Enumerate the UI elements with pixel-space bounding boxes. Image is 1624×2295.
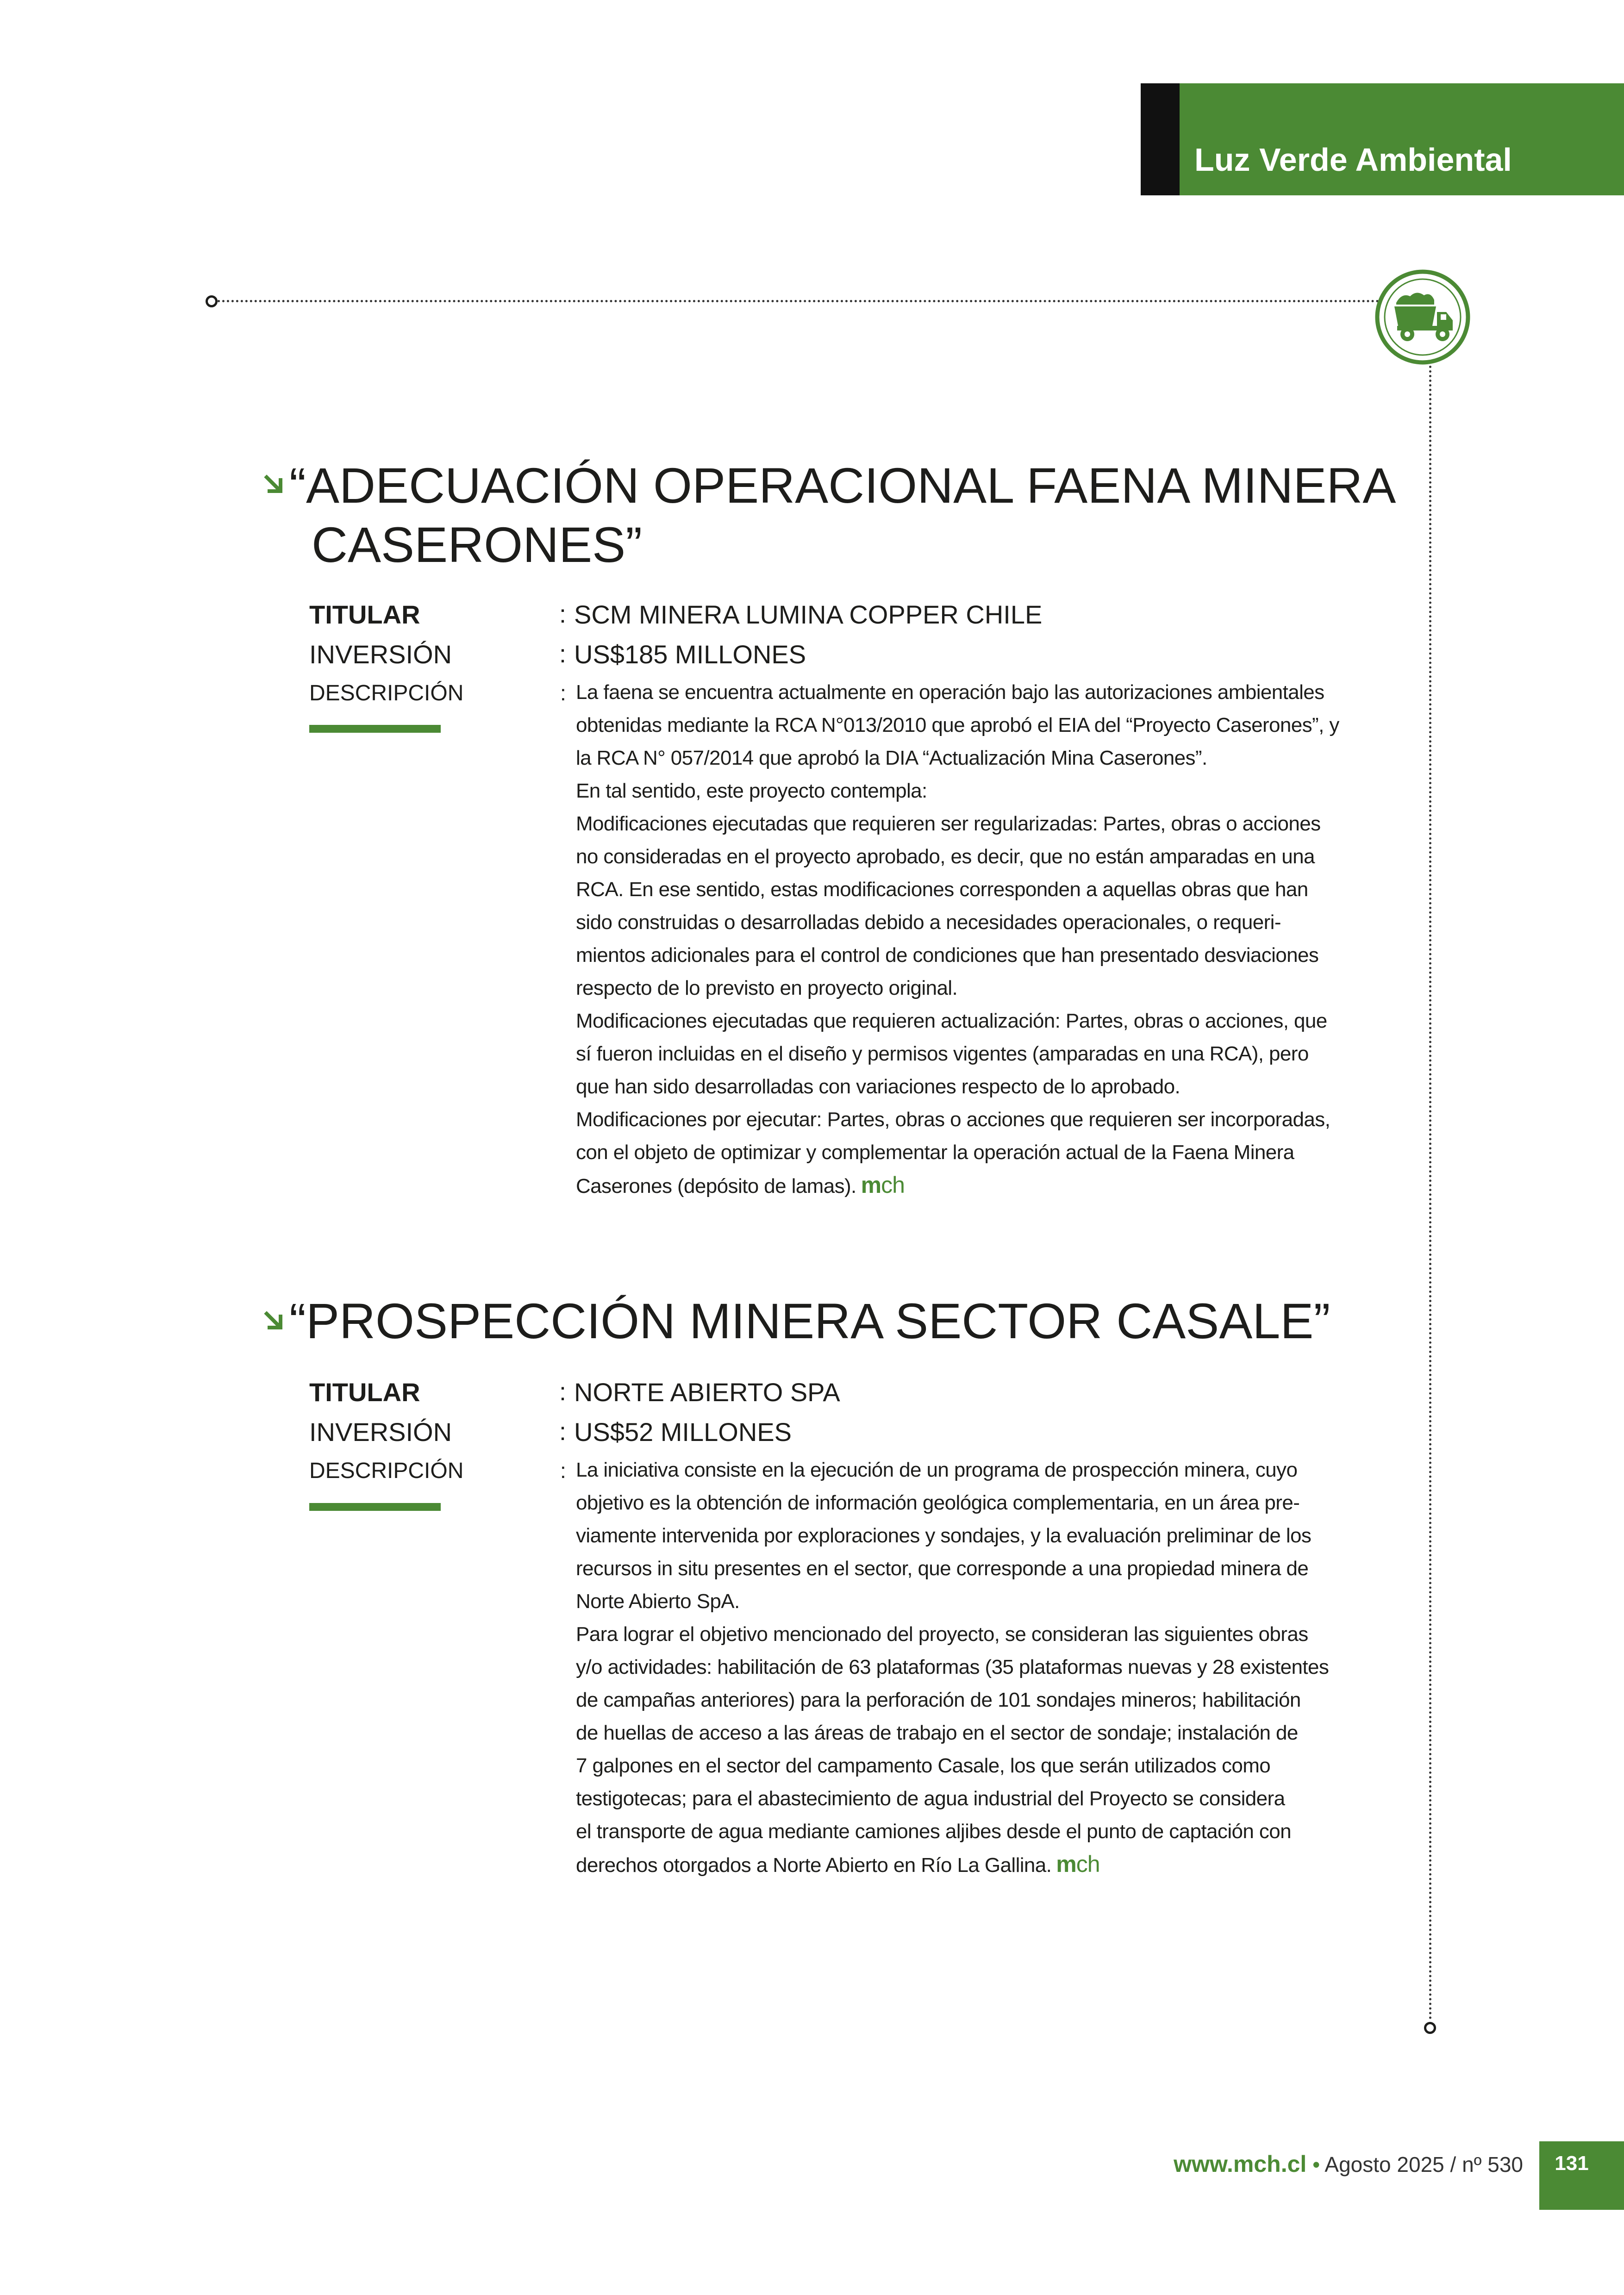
- inversion-label: INVERSIÓN: [309, 640, 452, 669]
- footer-edition: Agosto 2025 / nº 530: [1324, 2152, 1523, 2177]
- description-line: Norte Abierto SpA.: [576, 1590, 740, 1613]
- description-last-line: [576, 1848, 1329, 1881]
- titular-label: TITULAR: [309, 1378, 420, 1407]
- colon: :: [560, 681, 566, 705]
- description-line: que han sido desarrolladas con variaciones respecto de lo aprobado.: [576, 1075, 1181, 1098]
- description-line: Caserones (depósito de lamas).: [576, 1175, 856, 1197]
- mch-end-mark: [861, 1172, 905, 1198]
- description-line: Modificaciones por ejecutar: Partes, obras o acciones que requieren ser incorporadas,: [576, 1108, 1330, 1131]
- description-line: con el objeto de optimizar y complementar la operación actual de la Faena Minera: [576, 1141, 1294, 1164]
- project-title: [289, 1291, 1330, 1351]
- titular-label: TITULAR: [309, 600, 420, 629]
- mch-mark-m: m: [1056, 1851, 1076, 1877]
- inversion-value: US$52 MILLONES: [574, 1417, 792, 1447]
- footer-url[interactable]: www.mch.cl: [1174, 2151, 1307, 2177]
- mining-truck-icon: [1374, 268, 1471, 366]
- description-line: la RCA N° 057/2014 que aprobó la DIA “Actualización Mina Caserones”.: [576, 747, 1207, 769]
- description-line: sido construidas o desarrolladas debido a necesidades operacionales, o requeri-: [576, 911, 1281, 934]
- description-line: testigotecas; para el abastecimiento de agua industrial del Proyecto se considera: [576, 1787, 1285, 1810]
- description-line: de huellas de acceso a las áreas de trabajo en el sector de sondaje; instalación de: [576, 1721, 1298, 1744]
- page-number: 131: [1555, 2152, 1589, 2175]
- guide-start-ring: [206, 295, 218, 307]
- titular-value: SCM MINERA LUMINA COPPER CHILE: [574, 600, 1043, 629]
- footer-separator: •: [1312, 2152, 1320, 2177]
- inversion-value: US$185 MILLONES: [574, 640, 806, 669]
- project-description: [576, 1453, 1329, 1881]
- arrow-down-right-icon: [264, 1311, 285, 1332]
- descripcion-label: DESCRIPCIÓN: [309, 1459, 464, 1483]
- description-line: de campañas anteriores) para la perforación de 101 sondajes mineros; habilitación: [576, 1689, 1301, 1711]
- description-line: 7 galpones en el sector del campamento Casale, los que serán utilizados como: [576, 1754, 1271, 1777]
- description-last-line: [576, 1169, 1339, 1202]
- description-line: La iniciativa consiste en la ejecución de un programa de prospección minera, cuyo: [576, 1459, 1298, 1481]
- mch-mark-ch: ch: [1076, 1851, 1100, 1877]
- colon: :: [559, 1378, 567, 1406]
- description-line: viamente intervenida por exploraciones y sondajes, y la evaluación preliminar de los: [576, 1524, 1312, 1547]
- description-line: Modificaciones ejecutadas que requieren actualización: Partes, obras o acciones, que: [576, 1010, 1327, 1032]
- description-line: mientos adicionales para el control de condiciones que han presentado desviaciones: [576, 944, 1319, 967]
- description-line: y/o actividades: habilitación de 63 plataformas (35 plataformas nuevas y 28 existentes: [576, 1656, 1329, 1678]
- colon: :: [559, 1418, 567, 1446]
- label-underline: [309, 725, 441, 733]
- description-line: Modificaciones ejecutadas que requieren ser regularizadas: Partes, obras o acciones: [576, 812, 1321, 835]
- mch-mark-m: m: [861, 1172, 881, 1198]
- project-title: [289, 456, 1396, 574]
- colon: :: [559, 600, 567, 628]
- description-line: derechos otorgados a Norte Abierto en Río La Gallina.: [576, 1854, 1052, 1877]
- guide-end-ring: [1424, 2022, 1436, 2034]
- description-line: objetivo es la obtención de información geológica complementaria, en un área pre-: [576, 1491, 1300, 1514]
- footer: [1111, 2152, 1523, 2176]
- description-line: En tal sentido, este proyecto contempla:: [576, 780, 927, 802]
- section-banner: [1180, 83, 1624, 195]
- inversion-label: INVERSIÓN: [309, 1417, 452, 1447]
- project-title-line: “ADECUACIÓN OPERACIONAL FAENA MINERA: [289, 457, 1396, 513]
- titular-value: NORTE ABIERTO SPA: [574, 1378, 840, 1407]
- descripcion-label: DESCRIPCIÓN: [309, 681, 464, 705]
- banner-black-tab: [1141, 83, 1180, 195]
- mch-end-mark: [1056, 1851, 1099, 1877]
- colon: :: [559, 640, 567, 668]
- dotted-guide-vertical: [1429, 366, 1431, 2021]
- label-underline: [309, 1503, 441, 1511]
- project-description: [576, 676, 1339, 1202]
- dotted-guide-horizontal: [218, 300, 1380, 302]
- project-title-line: “PROSPECCIÓN MINERA SECTOR CASALE”: [289, 1293, 1330, 1349]
- description-line: Para lograr el objetivo mencionado del proyecto, se consideran las siguientes obras: [576, 1623, 1308, 1646]
- description-line: obtenidas mediante la RCA N°013/2010 que aprobó el EIA del “Proyecto Caserones”, y: [576, 714, 1339, 736]
- description-line: La faena se encuentra actualmente en operación bajo las autorizaciones ambientales: [576, 681, 1324, 704]
- description-line: RCA. En ese sentido, estas modificaciones corresponden a aquellas obras que han: [576, 878, 1308, 901]
- mch-mark-ch: ch: [881, 1172, 905, 1198]
- section-title: Luz Verde Ambiental: [1194, 142, 1512, 178]
- colon: :: [560, 1459, 566, 1483]
- description-line: sí fueron incluidas en el diseño y permisos vigentes (amparadas en una RCA), pero: [576, 1042, 1309, 1065]
- description-line: respecto de lo previsto en proyecto original.: [576, 977, 958, 999]
- description-line: el transporte de agua mediante camiones aljibes desde el punto de captación con: [576, 1820, 1292, 1843]
- arrow-down-right-icon: [264, 474, 285, 496]
- description-line: recursos in situ presentes en el sector, que corresponde a una propiedad minera de: [576, 1557, 1309, 1580]
- description-line: no consideradas en el proyecto aprobado, es decir, que no están amparadas en una: [576, 845, 1315, 868]
- project-title-line: CASERONES”: [312, 517, 643, 573]
